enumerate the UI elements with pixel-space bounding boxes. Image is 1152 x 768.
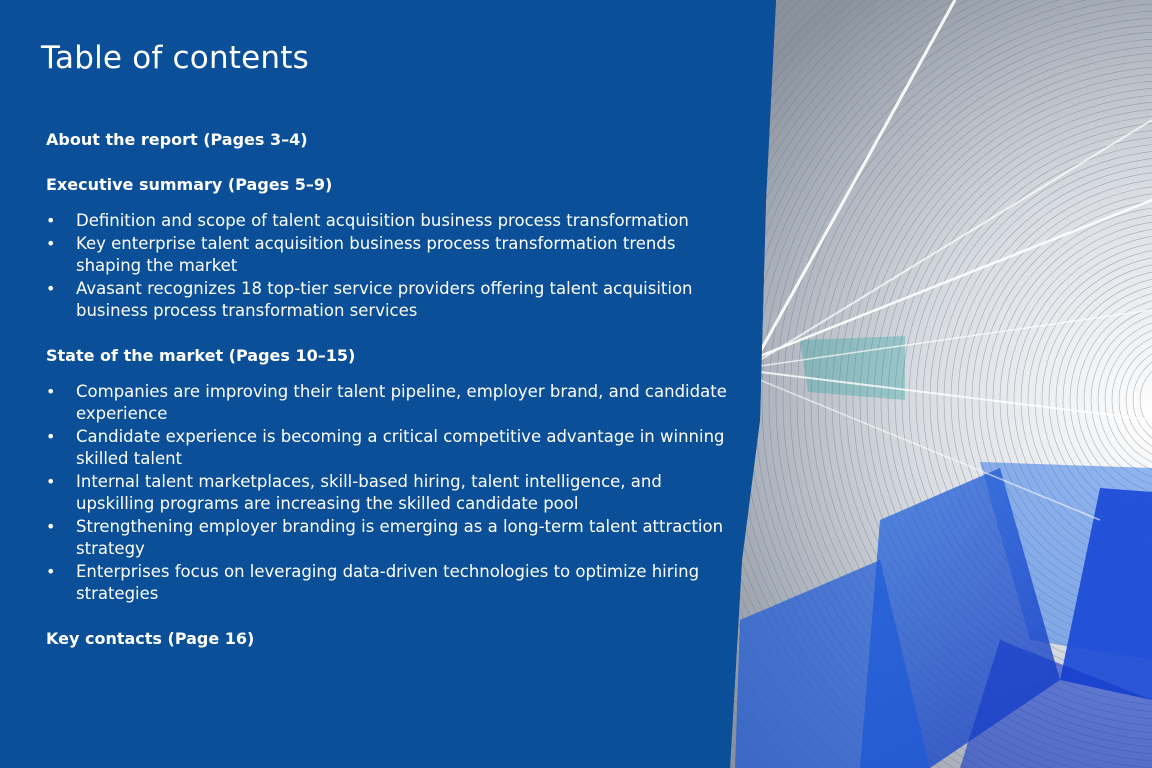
bullet-icon: • xyxy=(46,381,56,401)
page-title: Table of contents xyxy=(41,40,309,76)
section-heading-executive-summary: Executive summary (Pages 5–9) xyxy=(46,175,333,194)
bullet-icon: • xyxy=(46,516,56,536)
list-item: • Definition and scope of talent acquisition business process transformation xyxy=(46,210,736,233)
list-item: • Companies are improving their talent pipeline, employer brand, and candidate experience xyxy=(46,381,727,423)
list-item: • Strengthening employer branding is emerging as a long-term talent attraction strategy xyxy=(46,516,724,558)
bullet-icon: • xyxy=(46,278,56,298)
bullet-icon: • xyxy=(46,233,56,253)
list-item: • Candidate experience is becoming a critical competitive advantage in winning skilled talent xyxy=(46,426,725,468)
section-heading-about: About the report (Pages 3–4) xyxy=(46,130,308,149)
list-item: • Enterprises focus on leveraging data-driven technologies to optimize hiring strategies xyxy=(46,561,700,603)
list-item: • Avasant recognizes 18 top-tier service providers offering talent acquisition business process transformation services xyxy=(46,278,693,320)
teal-patch xyxy=(800,336,905,400)
section-heading-key-contacts: Key contacts (Page 16) xyxy=(46,628,255,648)
bullet-icon: • xyxy=(46,426,56,446)
list-item: • Key enterprise talent acquisition business process transformation trends shaping the market xyxy=(46,233,676,275)
bullet-icon: • xyxy=(46,471,56,491)
table-of-contents xyxy=(46,128,736,651)
executive-summary-bullets xyxy=(46,210,736,323)
section-heading-state-of-market: State of the market (Pages 10–15) xyxy=(46,345,356,365)
list-item: • Internal talent marketplaces, skill-based hiring, talent intelligence, and upskilling programs are increasing the skilled candidate pool xyxy=(46,471,662,513)
bullet-icon: • xyxy=(46,561,56,581)
state-of-market-bullets xyxy=(46,381,736,606)
bullet-icon: • xyxy=(46,211,56,230)
